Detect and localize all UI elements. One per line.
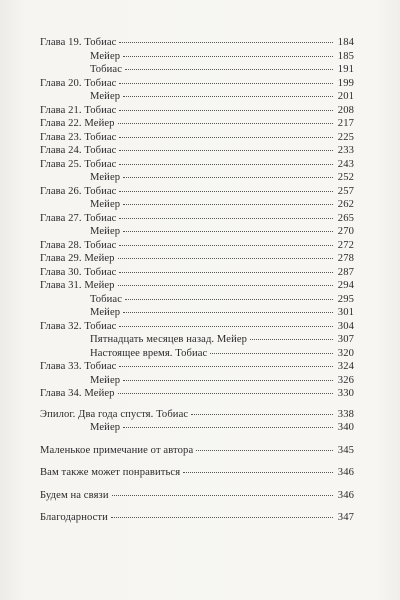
toc-page-number: 201 xyxy=(337,91,354,102)
dot-leader xyxy=(123,169,333,178)
toc-page-number: 346 xyxy=(337,467,354,478)
toc-page-number: 265 xyxy=(337,212,354,224)
dot-leader xyxy=(119,318,333,327)
toc-entry-label: Благодарности xyxy=(40,512,108,523)
toc-entry-label: Мейер xyxy=(90,422,121,433)
toc-entry-label: Глава 22. Мейер xyxy=(40,118,115,129)
toc-entry-label: Глава 20. Тобиас xyxy=(40,77,117,89)
toc-entry-label: Глава 29. Мейер xyxy=(40,253,115,264)
dot-leader xyxy=(123,223,333,232)
toc-page-number: 307 xyxy=(337,334,354,345)
toc-page-number: 272 xyxy=(337,239,354,251)
toc-entry-label: Глава 23. Тобиас xyxy=(40,131,117,143)
toc-page-number: 233 xyxy=(337,145,354,156)
toc-entry-label: Глава 33. Тобиас xyxy=(40,361,117,372)
toc-entry-label: Будем на связи xyxy=(40,489,109,501)
toc-entry-label: Глава 30. Тобиас xyxy=(40,266,117,278)
toc-entry-label: Мейер xyxy=(90,199,121,210)
dot-leader xyxy=(118,385,333,394)
toc-page-number: 330 xyxy=(337,388,354,399)
toc-entry-label: Глава 28. Тобиас xyxy=(40,239,117,251)
toc-page-number: 185 xyxy=(337,50,354,62)
toc-page-number: 225 xyxy=(337,131,354,143)
toc-entry-label: Глава 27. Тобиас xyxy=(40,212,117,224)
dot-leader xyxy=(112,487,333,496)
toc-page-number: 243 xyxy=(337,158,354,170)
toc-entry-label: Мейер xyxy=(90,91,121,102)
dot-leader xyxy=(119,142,333,151)
dot-leader xyxy=(118,250,333,259)
dot-leader xyxy=(111,509,333,518)
toc-page-number: 278 xyxy=(337,253,354,264)
dot-leader xyxy=(123,88,333,97)
toc-entry-label: Эпилог. Два года спустя. Тобиас xyxy=(40,408,189,420)
toc-entry-label: Маленькое примечание от автора xyxy=(40,444,194,456)
toc-page-number: 287 xyxy=(337,266,354,278)
toc-page-number: 294 xyxy=(337,280,354,291)
toc-page-number: 338 xyxy=(337,408,354,420)
toc-entry-label: Мейер xyxy=(90,50,121,62)
dot-leader xyxy=(119,358,333,367)
toc-entry-label: Тобиас xyxy=(90,64,123,75)
dot-leader xyxy=(125,291,333,300)
dot-leader xyxy=(119,264,333,273)
dot-leader xyxy=(210,345,333,354)
toc-entry-label: Глава 34. Мейер xyxy=(40,388,115,399)
toc-page-number: 304 xyxy=(337,320,354,332)
dot-leader xyxy=(119,129,333,138)
dot-leader xyxy=(118,277,333,286)
toc-entry-label: Глава 26. Тобиас xyxy=(40,185,117,197)
dot-leader xyxy=(119,237,333,246)
toc-page-number: 191 xyxy=(337,64,354,75)
dot-leader xyxy=(123,196,333,205)
toc-page-number: 324 xyxy=(337,361,354,372)
toc-entry-label: Глава 25. Тобиас xyxy=(40,158,117,170)
toc-entry-label: Глава 24. Тобиас xyxy=(40,145,117,156)
dot-leader xyxy=(196,442,333,451)
toc-entry xyxy=(40,489,354,503)
toc-page-number: 270 xyxy=(337,226,354,237)
toc-entry-label: Пятнадцать месяцев назад. Мейер xyxy=(90,334,248,345)
toc-entry-label: Глава 31. Мейер xyxy=(40,280,115,291)
toc-entry-label: Мейер xyxy=(90,307,121,318)
toc-page-number: 340 xyxy=(337,422,354,433)
toc-page-number: 217 xyxy=(337,118,354,129)
toc-subentry xyxy=(40,421,354,435)
table-of-contents xyxy=(40,36,354,525)
toc-page-number: 252 xyxy=(337,172,354,183)
toc-entry-label: Тобиас xyxy=(90,293,123,305)
toc-entry xyxy=(40,387,354,401)
toc-page-number: 345 xyxy=(337,444,354,456)
toc-page-number: 257 xyxy=(337,185,354,197)
toc-page-number: 295 xyxy=(337,293,354,305)
dot-leader xyxy=(123,304,333,313)
toc-page-number: 208 xyxy=(337,104,354,116)
dot-leader xyxy=(118,115,333,124)
toc-entry-label: Настоящее время. Тобиас xyxy=(90,347,208,359)
dot-leader xyxy=(123,419,333,428)
toc-entry-label: Мейер xyxy=(90,226,121,237)
dot-leader xyxy=(119,210,333,219)
toc-page-number: 347 xyxy=(337,512,354,523)
toc-entry-label: Глава 32. Тобиас xyxy=(40,320,117,332)
dot-leader xyxy=(125,61,333,70)
toc-entry xyxy=(40,444,354,458)
toc-entry xyxy=(40,511,354,525)
toc-page-number: 184 xyxy=(337,37,354,48)
dot-leader xyxy=(119,102,333,111)
dot-leader xyxy=(119,156,333,165)
toc-page-number: 346 xyxy=(337,489,354,501)
toc-entry-label: Глава 19. Тобиас xyxy=(40,37,117,48)
dot-leader xyxy=(183,464,333,473)
dot-leader xyxy=(119,183,333,192)
toc-entry-label: Мейер xyxy=(90,374,121,386)
toc-entry-label: Вам также может понравиться xyxy=(40,467,181,478)
dot-leader xyxy=(119,34,333,43)
toc-page-number: 262 xyxy=(337,199,354,210)
toc-page-number: 326 xyxy=(337,374,354,386)
dot-leader xyxy=(191,406,333,415)
toc-entry-label: Мейер xyxy=(90,172,121,183)
toc-page-number: 320 xyxy=(337,347,354,359)
toc-page-number: 199 xyxy=(337,77,354,89)
toc-page-number: 301 xyxy=(337,307,354,318)
dot-leader xyxy=(123,48,333,57)
dot-leader xyxy=(119,75,333,84)
dot-leader xyxy=(250,331,333,340)
toc-entry xyxy=(40,466,354,480)
toc-entry-label: Глава 21. Тобиас xyxy=(40,104,117,116)
dot-leader xyxy=(123,372,333,381)
